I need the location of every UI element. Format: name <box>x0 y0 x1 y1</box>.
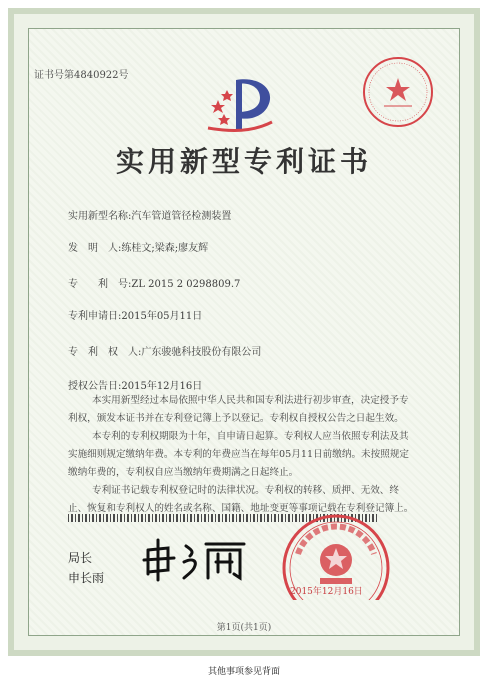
field-label: 实用新型名称: <box>68 211 132 222</box>
certificate-title: 实用新型专利证书 <box>115 145 372 178</box>
body-paragraph: 本实用新型经过本局依照中华人民共和国专利法进行初步审查，决定授予专利权，颁发本证书并在专利登记簿上予以登记。专利权自授权公告之日起生效。 <box>68 395 409 424</box>
field-label: 专利申请日: <box>68 311 122 322</box>
field-utility-model-name <box>68 207 231 222</box>
field-value: 2015年05月11日 <box>121 311 203 322</box>
patent-office-logo-icon <box>202 72 282 136</box>
field-label: 发 明 人: <box>68 243 122 254</box>
field-label: 专 利 权 人: <box>68 347 142 358</box>
field-application-date <box>68 307 202 322</box>
field-grant-date <box>68 377 202 392</box>
body-paragraph: 本专利的专利权期限为十年，自申请日起算。专利权人应当依照专利法及其实施细则规定缴纳年费。本专利的年费应当在每年05月11日前缴纳。未按照规定缴纳年费的，专利权自应当缴纳年费期满之日起终止。 <box>68 431 410 478</box>
page-number: 第1页(共1页) <box>216 623 272 633</box>
field-label: 专 利 号: <box>68 279 132 290</box>
field-patentee <box>68 343 261 358</box>
field-value: 2015年12月16日 <box>121 381 203 392</box>
field-value: 广东骏驰科技股份有限公司 <box>141 347 262 358</box>
field-inventors <box>68 239 208 254</box>
certificate-number: 证书号第4840922号 <box>34 70 129 81</box>
director-title: 局长 <box>68 551 93 565</box>
official-seal-small-icon <box>360 54 436 130</box>
seal-date: 2015年12月16日 <box>290 587 363 597</box>
field-value: 练桂文;梁森;廖友辉 <box>121 243 209 254</box>
field-value: ZL 2015 2 0298809.7 <box>131 279 241 290</box>
body-paragraph: 专利证书记载专利权登记时的法律状况。专利权的转移、质押、无效、终止、恢复和专利权人的姓名或名称、国籍、地址变更等事项记载在专利登记簿上。 <box>68 485 414 514</box>
field-value: 汽车管道管径检测装置 <box>131 211 232 222</box>
handwritten-signature-icon <box>140 536 250 584</box>
field-patent-number <box>68 275 240 290</box>
director-name: 申长雨 <box>68 571 105 585</box>
field-label: 授权公告日: <box>68 381 122 392</box>
certificate-body <box>68 392 418 518</box>
footer-note: 其他事项参见背面 <box>207 667 280 677</box>
signature-labels <box>68 548 104 588</box>
